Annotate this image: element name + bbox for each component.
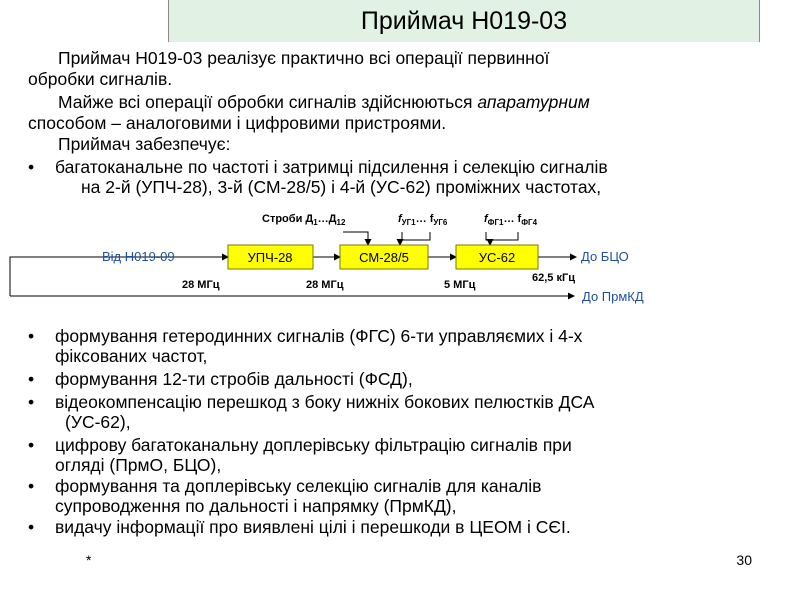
bullet-item-text — [55, 392, 773, 432]
bullet-item-text — [55, 369, 773, 389]
bullet-item-line: фіксованих частот, — [55, 346, 208, 366]
page-number: 30 — [736, 552, 752, 568]
bullet-item-text — [55, 476, 773, 516]
bullet-marker: • — [28, 369, 35, 389]
paragraph-intro — [28, 48, 768, 90]
block-cm — [340, 245, 428, 269]
bullet-item-line: формування гетеродинних сигналів (ФГС) 6-ти управляємих і 4-х — [55, 326, 583, 346]
block-us — [456, 245, 538, 269]
block-diagram — [0, 200, 800, 310]
bullet-item-line: (УС-62), — [65, 412, 131, 432]
bullet-item-line: цифрову багатоканальну доплерівську фільтрацію сигналів при — [55, 435, 572, 455]
bullet-marker: • — [28, 517, 35, 537]
paragraph-intro-line2: обробки сигналів. — [28, 69, 173, 89]
bullet-marker: • — [28, 435, 35, 455]
fug-label: $f_{УГ1}\dots$ $f_{УГ6}$ — [398, 213, 448, 227]
paragraph-intro-line1: Приймач Н019-03 реалізує практично всі операції первинної — [58, 48, 550, 68]
bullet-marker: • — [28, 157, 35, 177]
paragraph-methods-text: Майже всі операції обробки сигналів здійснюються — [58, 92, 478, 112]
bullet-item-line: супроводження по дальності і напрямку (ПрмКД), — [55, 496, 457, 516]
ffg-bracket — [486, 232, 518, 240]
block-us-label: УС-62 — [478, 250, 516, 265]
bullet-item-text — [55, 517, 773, 537]
strobe-label: Строби $Д_1\dots Д_{12}$ — [262, 213, 346, 227]
block-cm-label: СМ-28/5 — [359, 250, 409, 265]
paragraph-provides — [28, 134, 768, 155]
bullet-item-text — [55, 326, 773, 366]
output-label-bco: До БЦО — [581, 249, 629, 264]
block-upch-label: УПЧ-28 — [247, 250, 293, 265]
bullet-marker: • — [28, 326, 35, 346]
bullet-item-top-line2: на 2-й (УПЧ-28), 3-й (СМ-28/5) і 4-й (УС-62) проміжних частотах, — [81, 177, 602, 197]
bullet-item-line: відеокомпенсацію перешкод з боку нижніх бокових пелюстків ДСА — [55, 392, 595, 412]
paragraph-methods-italic: апаратурним — [477, 92, 590, 112]
bullet-marker: • — [28, 392, 35, 412]
bullet-item-top-text — [55, 157, 773, 197]
slide-title: Приймач Н019-03 — [360, 7, 568, 35]
output-label-prmkd: До ПрмКД — [582, 289, 644, 304]
paragraph-methods-line1 — [28, 92, 768, 113]
fug-bracket — [402, 232, 430, 240]
bullet-item-top-line1: багатоканальне по частоті і затримці підсилення і селекцію сигналів — [55, 157, 608, 177]
freq-label-28a: 28 МГц — [182, 279, 220, 291]
bullet-item-line: формування 12-ти стробів дальності (ФСД), — [55, 369, 413, 389]
ffg-label: $f_{ФГ1}\dots$ $f_{ФГ4}$ — [484, 213, 538, 227]
paragraph-methods — [28, 92, 768, 134]
bullet-item-text — [55, 435, 773, 475]
paragraph-methods-line2: способом – аналоговими і цифровими пристроями. — [28, 113, 447, 133]
paragraph-provides-line: Приймач забезпечує: — [58, 134, 231, 154]
freq-label-5: 5 МГц — [444, 279, 476, 291]
title-bar — [168, 0, 760, 42]
footer-marker: * — [86, 552, 92, 568]
bullet-item-line: огляді (ПрмО, БЦО), — [55, 455, 222, 475]
freq-label-62: 62,5 кГц — [532, 272, 575, 284]
input-label: Від Н019-09 — [102, 249, 175, 264]
freq-label-28b: 28 МГц — [306, 279, 344, 291]
bullet-item-line: формування та доплерівську селекцію сигналів для каналів — [55, 476, 542, 496]
bullet-marker: • — [28, 476, 35, 496]
strobe-input-arrow — [343, 232, 368, 245]
bullet-item-line: видачу інформації про виявлені цілі і перешкоди в ЦЕОМ і СЄІ. — [55, 517, 571, 537]
block-upch — [228, 245, 313, 269]
